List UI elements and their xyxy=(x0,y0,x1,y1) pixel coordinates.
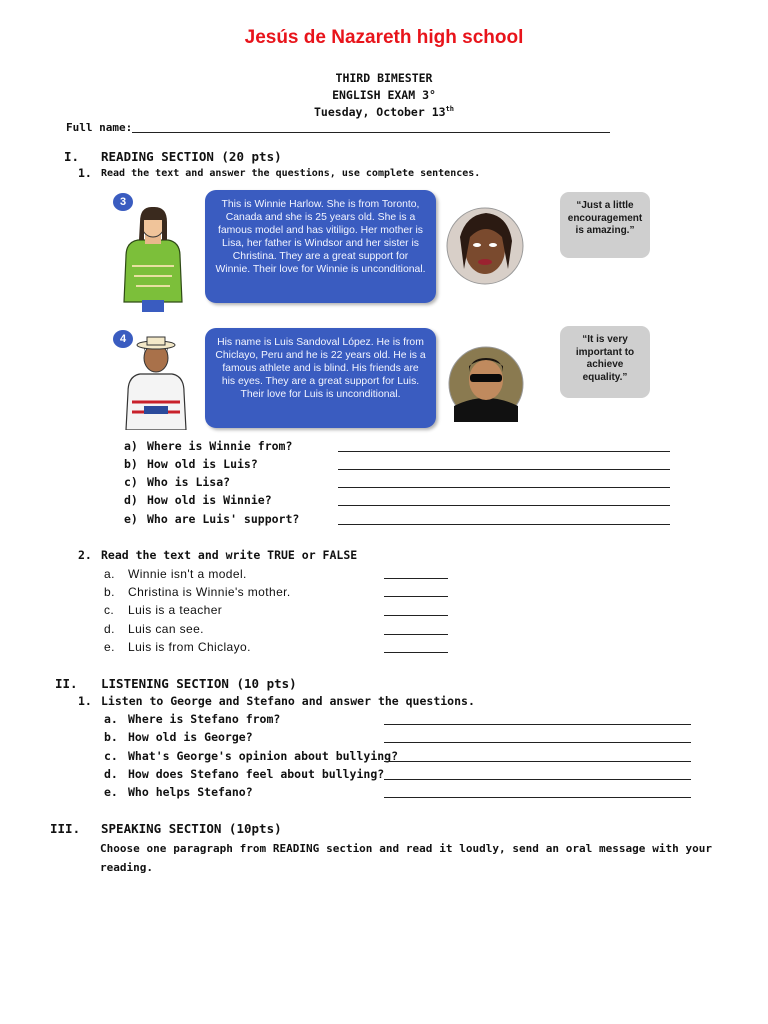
tf-text-b: Christina is Winnie's mother. xyxy=(128,585,291,599)
bimester-heading: THIRD BIMESTER xyxy=(335,71,433,85)
q1-label-e: e) xyxy=(124,512,138,526)
reading-title: READING SECTION (20 pts) xyxy=(101,149,282,164)
reading-numeral: I. xyxy=(64,149,80,164)
q1-text-d: How old is Winnie? xyxy=(147,493,272,507)
boy-illustration-icon xyxy=(116,336,196,430)
q1-label-d: d) xyxy=(124,493,138,507)
q1-label-c: c) xyxy=(124,475,138,489)
tf-answer-line-a[interactable] xyxy=(384,578,448,579)
listen-answer-line-e[interactable] xyxy=(384,797,691,798)
reading-q2-number: 2. xyxy=(78,548,92,562)
q1-text-a: Where is Winnie from? xyxy=(147,439,293,453)
q1-answer-line-b[interactable] xyxy=(338,469,670,470)
winnie-photo-icon xyxy=(446,207,524,285)
listen-text-e: Who helps Stefano? xyxy=(128,785,253,799)
listening-numeral: II. xyxy=(55,676,78,691)
winnie-quote-bubble: “Just a little encouragement is amazing.” xyxy=(560,192,650,258)
tf-label-c: c. xyxy=(104,603,115,617)
listening-instruction: Listen to George and Stefano and answer the questions. xyxy=(101,694,475,708)
winnie-text-bubble: This is Winnie Harlow. She is from Toronto, Canada and she is 25 years old. She is a famous model and has vitiligo. Her mother is Lisa, her father is Windsor and her sister is Christina. They are a great support for Winnie. Their love for Winnie is unconditional. xyxy=(205,190,436,303)
card-number-3: 3 xyxy=(113,193,133,211)
tf-answer-line-e[interactable] xyxy=(384,652,448,653)
q1-answer-line-d[interactable] xyxy=(338,505,670,506)
speaking-title: SPEAKING SECTION (10pts) xyxy=(101,821,282,836)
listen-answer-line-d[interactable] xyxy=(384,779,691,780)
luis-text-bubble: His name is Luis Sandoval López. He is from Chiclayo, Peru and he is 22 years old. He is a famous athlete and is blind. His friends are his eyes. They are a great support for Luis. Their love for Luis is unconditional. xyxy=(205,328,436,428)
listen-label-c: c. xyxy=(104,749,118,763)
card-number-4: 4 xyxy=(113,330,133,348)
listen-label-d: d. xyxy=(104,767,118,781)
tf-answer-line-c[interactable] xyxy=(384,615,448,616)
q1-text-b: How old is Luis? xyxy=(147,457,258,471)
speaking-numeral: III. xyxy=(50,821,81,836)
reading-q2-instruction: Read the text and write TRUE or FALSE xyxy=(101,548,358,562)
tf-label-e: e. xyxy=(104,640,115,654)
full-name-field[interactable] xyxy=(132,132,610,133)
tf-answer-line-d[interactable] xyxy=(384,634,448,635)
reading-q1-instruction: Read the text and answer the questions, use complete sentences. xyxy=(101,168,481,179)
luis-photo-icon xyxy=(448,346,524,422)
listen-text-d: How does Stefano feel about bullying? xyxy=(128,767,385,781)
speaking-instruction: Choose one paragraph from READING section and read it loudly, send an oral message with your reading. xyxy=(100,842,712,874)
girl-illustration-icon xyxy=(112,206,194,314)
tf-text-c: Luis is a teacher xyxy=(128,603,223,617)
full-name-label: Full name: xyxy=(66,121,133,134)
listen-text-a: Where is Stefano from? xyxy=(128,712,281,726)
school-title: Jesús de Nazareth high school xyxy=(244,27,524,48)
reading-q1-number: 1. xyxy=(78,166,92,180)
listening-title: LISTENING SECTION (10 pts) xyxy=(101,676,297,691)
q1-answer-line-c[interactable] xyxy=(338,487,670,488)
listen-label-b: b. xyxy=(104,730,118,744)
tf-label-a: a. xyxy=(104,567,115,581)
q1-label-b: b) xyxy=(124,457,138,471)
q1-answer-line-a[interactable] xyxy=(338,451,670,452)
listen-answer-line-a[interactable] xyxy=(384,724,691,725)
listen-label-e: e. xyxy=(104,785,118,799)
listen-label-a: a. xyxy=(104,712,118,726)
listen-answer-line-b[interactable] xyxy=(384,742,691,743)
listening-q1-number: 1. xyxy=(78,694,92,708)
tf-answer-line-b[interactable] xyxy=(384,596,448,597)
q1-answer-line-e[interactable] xyxy=(338,524,670,525)
tf-label-b: b. xyxy=(104,585,115,599)
listen-text-b: How old is George? xyxy=(128,730,253,744)
tf-text-d: Luis can see. xyxy=(128,622,204,636)
listen-answer-line-c[interactable] xyxy=(384,761,691,762)
luis-quote-bubble: “It is very important to achieve equality.” xyxy=(560,326,650,398)
exam-heading: ENGLISH EXAM 3° xyxy=(332,88,436,102)
listen-text-c: What's George's opinion about bullying? xyxy=(128,749,399,763)
exam-date: Tuesday, October 13th xyxy=(314,105,454,119)
q1-text-c: Who is Lisa? xyxy=(147,475,231,489)
q1-label-a: a) xyxy=(124,439,138,453)
tf-text-a: Winnie isn't a model. xyxy=(128,567,247,581)
q1-text-e: Who are Luis' support? xyxy=(147,512,300,526)
tf-text-e: Luis is from Chiclayo. xyxy=(128,640,251,654)
tf-label-d: d. xyxy=(104,622,115,636)
